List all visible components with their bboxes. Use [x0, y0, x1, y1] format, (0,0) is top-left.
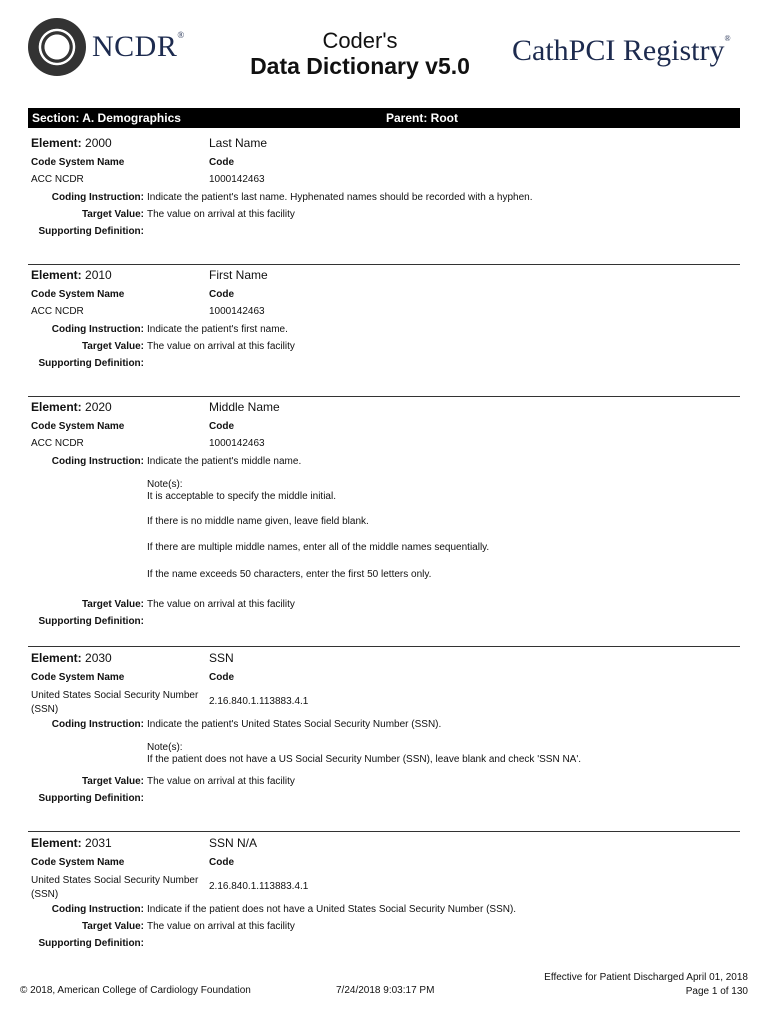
- element-block: [28, 134, 740, 243]
- element-header: [28, 649, 740, 669]
- element-name: First Name: [209, 268, 268, 282]
- code-system-row: ACC NCDR 1000142463: [31, 306, 265, 317]
- note-item: If there is no middle name given, leave field blank.: [147, 516, 369, 527]
- code-system-header: Code System Name Code: [31, 672, 234, 683]
- note-item: If the patient does not have a US Social Security Number (SSN), leave blank and check 'SSN NA'.: [147, 754, 582, 765]
- target-value: Target Value: The value on arrival at this facility: [81, 209, 295, 220]
- notes-block: [28, 473, 740, 599]
- page-number: Page 1 of 130: [685, 986, 748, 997]
- code-system-header: Code System Name Code: [31, 289, 234, 300]
- coding-instruction: Coding Instruction: Indicate if the patient does not have a United States Social Security Number (SSN).: [51, 904, 517, 915]
- target-value: Target Value: The value on arrival at this facility: [81, 599, 295, 610]
- element-divider: [28, 646, 740, 647]
- code-system-row: ACC NCDR 1000142463: [31, 174, 265, 185]
- coding-instruction: Coding Instruction: Indicate the patient's last name. Hyphenated names should be recorded with a hyphen.: [51, 192, 533, 203]
- element-id: Element: 2020: [31, 400, 112, 414]
- code-system-row: United States Social Security Number (SSN) 2.16.840.1.113883.4.1: [31, 875, 309, 900]
- note-item: If the name exceeds 50 characters, enter the first 50 letters only.: [147, 569, 432, 580]
- element-id: Element: 2000: [31, 136, 112, 150]
- element-header: [28, 834, 740, 854]
- copyright: © 2018, American College of Cardiology Foundation: [20, 985, 251, 996]
- element-name: Middle Name: [209, 400, 280, 414]
- code-system-header: Code System Name Code: [31, 857, 234, 868]
- element-name: SSN: [209, 651, 234, 665]
- effective-and-page: [544, 971, 748, 999]
- element-divider: [28, 264, 740, 265]
- page-footer: [0, 965, 770, 1005]
- code-system-row: ACC NCDR 1000142463: [31, 438, 265, 449]
- section-bar: [28, 108, 740, 128]
- element-id: Element: 2010: [31, 268, 112, 282]
- target-value: Target Value: The value on arrival at this facility: [81, 776, 295, 787]
- element-name: Last Name: [209, 136, 268, 150]
- section-parent: Parent: Root: [386, 111, 458, 125]
- code-system-header: Code System Name Code: [31, 421, 234, 432]
- element-block: [28, 834, 740, 955]
- supporting-definition: Supporting Definition:: [38, 616, 144, 627]
- element-divider: [28, 831, 740, 832]
- coding-instruction: Coding Instruction: Indicate the patient's first name.: [51, 324, 288, 335]
- supporting-definition: Supporting Definition:: [38, 358, 144, 369]
- element-block: [28, 649, 740, 810]
- notes-title: Note(s):: [147, 479, 183, 490]
- page-header: [0, 0, 770, 100]
- document-title-line2: Data Dictionary v5.0: [250, 53, 470, 79]
- ncdr-logo: NCDR®: [92, 30, 185, 63]
- supporting-definition: Supporting Definition:: [38, 226, 144, 237]
- notes-block: [28, 736, 740, 776]
- notes-title: Note(s):: [147, 742, 183, 753]
- element-header: [28, 266, 740, 286]
- element-id: Element: 2030: [31, 651, 112, 665]
- code-system-row: United States Social Security Number (SSN) 2.16.840.1.113883.4.1: [31, 690, 309, 715]
- element-id: Element: 2031: [31, 836, 112, 850]
- code-system-header: Code System Name Code: [31, 157, 234, 168]
- document-title-line1: Coder's: [322, 28, 398, 53]
- target-value: Target Value: The value on arrival at this facility: [81, 341, 295, 352]
- acc-seal-logo-icon: [28, 18, 86, 76]
- timestamp: 7/24/2018 9:03:17 PM: [336, 985, 435, 996]
- coding-instruction: Coding Instruction: Indicate the patient's middle name.: [51, 456, 302, 467]
- section-title: Section: A. Demographics: [32, 111, 181, 125]
- note-item: If there are multiple middle names, enter all of the middle names sequentially.: [147, 542, 490, 553]
- supporting-definition: Supporting Definition:: [38, 938, 144, 949]
- target-value: Target Value: The value on arrival at this facility: [81, 921, 295, 932]
- cathpci-registry-logo: CathPCI Registry®: [512, 34, 731, 67]
- effective-date: Effective for Patient Discharged April 01, 2018: [544, 972, 748, 983]
- supporting-definition: Supporting Definition:: [38, 793, 144, 804]
- element-header: [28, 134, 740, 154]
- element-block: [28, 398, 740, 633]
- note-item: It is acceptable to specify the middle initial.: [147, 491, 336, 502]
- element-name: SSN N/A: [209, 836, 258, 850]
- element-block: [28, 266, 740, 375]
- element-header: [28, 398, 740, 418]
- coding-instruction: Coding Instruction: Indicate the patient's United States Social Security Number (SSN).: [51, 719, 442, 730]
- element-divider: [28, 396, 740, 397]
